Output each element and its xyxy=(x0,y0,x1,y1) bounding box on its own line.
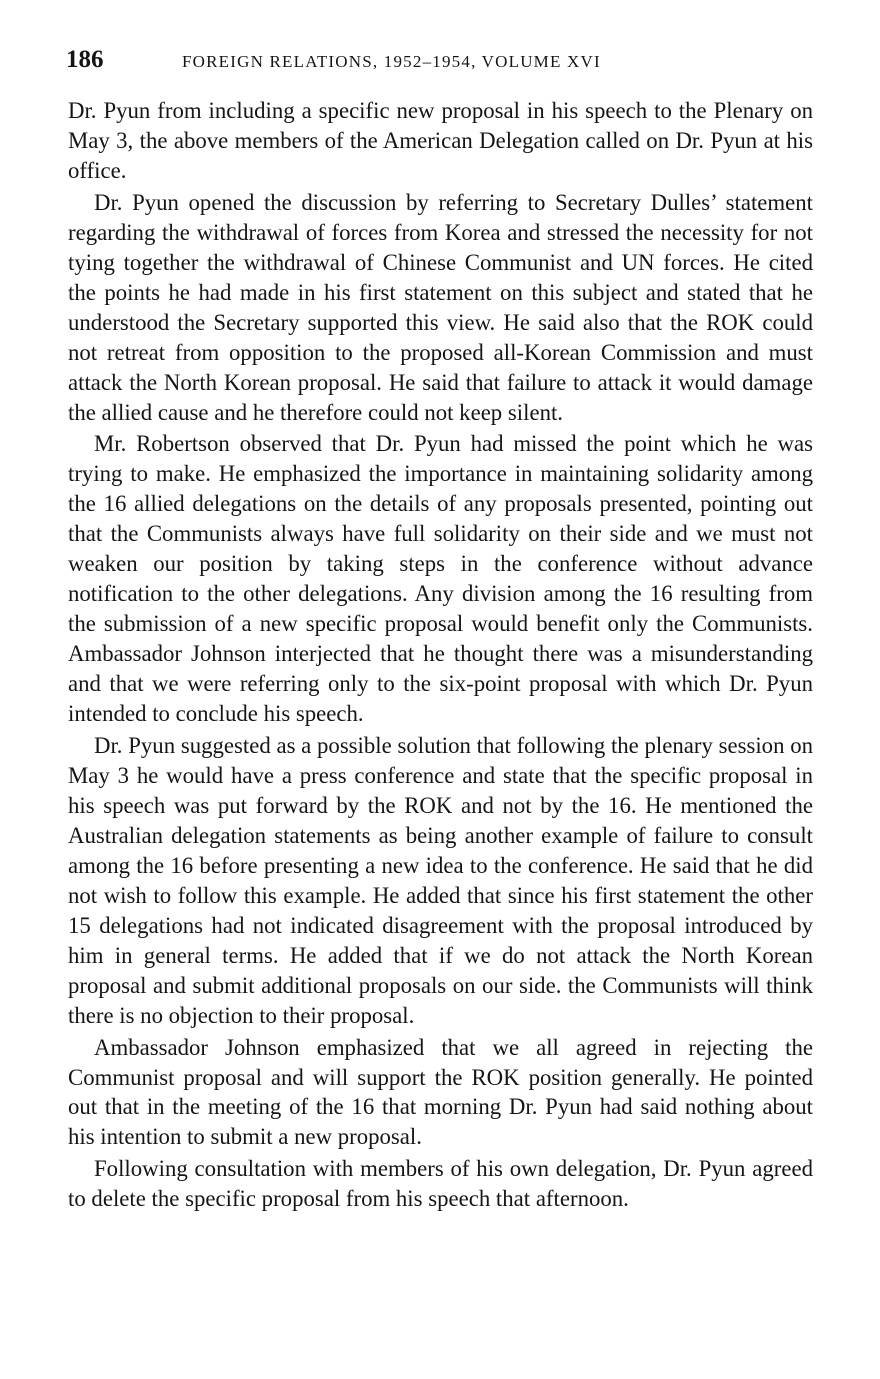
paragraph-conclusion: Following consultation with members of his own delegation, Dr. Pyun agreed to delete the specific proposal from his speech that afternoon. xyxy=(68,1156,813,1212)
running-head xyxy=(66,40,826,80)
paragraph-continued: Dr. Pyun from including a specific new proposal in his speech to the Plenary on May 3, the above members of the American Delegation called on Dr. Pyun at his office. xyxy=(68,98,813,183)
page-number: 186 xyxy=(66,46,104,73)
paragraph-johnson: Ambassador Johnson emphasized that we all agreed in rejecting the Communist proposal and will support the ROK position generally. He pointed out that in the meeting of the 16 that morning Dr. Pyun had said nothing about his intention to submit a new proposal. xyxy=(68,1034,813,1150)
running-title: FOREIGN RELATIONS, 1952–1954, VOLUME XVI xyxy=(182,52,601,71)
paragraph-pyun-solution: Dr. Pyun suggested as a possible solution that following the plenary session on May 3 he would have a press conference and state that the specific proposal in his speech was put forward by the ROK and not by the 16. He mentioned the Australian delegation statements as being another example of failure to consult among the 16 before presenting a new idea to the conference. He said that he did not wish to follow this example. He added that since his first statement the other 15 delegations had not indicated disagreement with the proposal introduced by him in general terms. He added that if we do not attack the North Korean proposal and submit additional proposals on our side. the Communists will think there is no objection to their proposal. xyxy=(68,733,813,1028)
paragraph-pyun-opening: Dr. Pyun opened the discussion by referring to Secretary Dulles’ statement regarding the withdrawal of forces from Korea and stressed the necessity for not tying together the withdrawal of Chinese Communist and UN forces. He cited the points he had made in his first statement on this subject and stated that he understood the Secretary supported this view. He said also that the ROK could not retreat from opposition to the proposed all-Korean Commission and must attack the North Korean proposal. He said that failure to attack it would damage the allied cause and he therefore could not keep silent. xyxy=(68,189,813,425)
paragraph-robertson: Mr. Robertson observed that Dr. Pyun had missed the point which he was trying to make. He emphasized the importance in maintaining solidarity among the 16 allied delegations on the details of any proposals presented, pointing out that the Communists always have full solidarity on their side and we must not weaken our position by taking steps in the conference without advance notification to the other delegations. Any division among the 16 resulting from the submission of a new specific proposal would benefit only the Communists. Ambassador Johnson interjected that he thought there was a misunderstanding and that we were referring only to the six-point proposal with which Dr. Pyun intended to conclude his speech. xyxy=(68,431,813,727)
body-text xyxy=(68,96,813,1214)
